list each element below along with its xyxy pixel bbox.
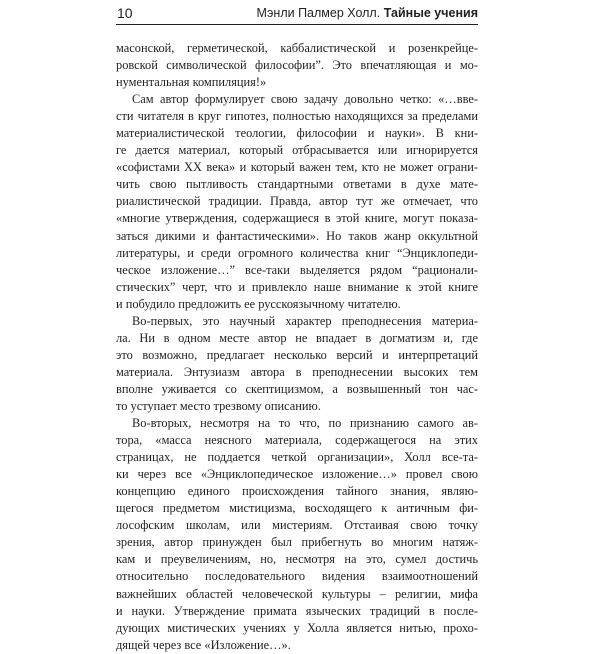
text-line: ла. Ни в одном месте автор не впадает в догматизм и, где (116, 330, 478, 345)
text-line: риалистической традиции. Правда, автор тут же отмечает, что (116, 194, 478, 209)
text-line: и побудило предложить ее русскоязычному читателю. (116, 296, 401, 311)
text-line: относительно последовательного видения взаимоотношений (116, 569, 478, 584)
text-line: зрения, автор принужден был прибегнуть во многим натяж- (116, 535, 478, 550)
text-line: страницах, не поддается четкой организации», Холл все-та- (116, 450, 478, 465)
paragraph (116, 91, 478, 313)
text-line: и науки. Утверждение примата языческих традиций в после- (116, 603, 478, 618)
header-book-title: Тайные учения (383, 6, 478, 20)
header-rule (116, 24, 478, 25)
text-line: тора, «масса неясного материала, содержащегося на этих (116, 433, 478, 448)
text-line: ческое изложение…” все-таки выделяется рядом “рационали- (116, 262, 478, 277)
text-line: материалистической теологии, философии и науки». В кни- (116, 126, 478, 141)
text-line: ки через все «Энциклопедическое изложение…» провел свою (116, 467, 478, 482)
text-line: ге дается материал, который отбрасывается или игнорируется (116, 143, 478, 158)
running-head (116, 4, 478, 22)
text-line: дящей через все «Изложение…». (116, 637, 291, 652)
text-line: «многие утверждения, содержащиеся в этой книге, могут показа- (116, 211, 478, 226)
text-line: Во-первых, это научный характер преподнесения материа- (132, 313, 478, 328)
body-text (116, 40, 478, 654)
text-line: заться дикими и фантастическими». Но таков жанр оккультной (116, 228, 478, 243)
text-line: ровской символической философии”. Это впечатляющая и мо- (116, 58, 478, 73)
text-line: сти читателя в круг гипотез, полностью находящихся за пределами (116, 109, 478, 124)
text-line: Во-вторых, несмотря на то что, по признанию самого ав- (132, 416, 478, 431)
text-line: масонской, герметической, каббалистической и розенкрейце- (116, 41, 478, 55)
paragraph (116, 415, 478, 654)
text-line: щегося предметом мистицизма, восходящего к античным фи- (116, 501, 478, 516)
book-page (116, 0, 482, 652)
text-line: лософским школам, или мистериям. Отстаивая свою точку (116, 518, 478, 533)
text-line: литературы, и среди огромного количества книг “Энциклопеди- (116, 245, 478, 260)
text-line: Сам автор формулирует свою задачу довольно четко: «…вве- (132, 92, 478, 107)
text-line: «софистами ХХ века» и который важен тем, кто не может ограни- (116, 160, 478, 175)
page-number: 10 (117, 5, 133, 21)
text-line: чить свою пытливость стандартными ответами в духе мате- (116, 177, 478, 192)
paragraph (116, 40, 478, 91)
text-line: кам и преувеличениям, но, несмотря на это, сумел достичь (116, 552, 478, 567)
text-line: дующих мистических учениях у Холла является нитью, прохо- (116, 620, 478, 635)
text-line: нументальная компиляция!» (116, 75, 267, 90)
paragraph (116, 313, 478, 415)
text-line: это возможно, предлагает несколько версий и интерпретаций (116, 347, 478, 362)
running-title (256, 4, 478, 22)
text-line: то уступает место трезвому описанию. (116, 398, 321, 413)
text-line: концепцию единого происхождения тайного знания, являю- (116, 484, 478, 499)
header-author: Мэнли Палмер Холл. (256, 6, 381, 20)
text-line: вполне уживается со скептицизмом, а возвышенный тон час- (116, 381, 478, 396)
text-line: важнейших областей человеческой культуры – религии, мифа (116, 586, 478, 601)
text-line: материала. Энтузиазм автора в преподнесении высоких тем (116, 364, 478, 379)
text-line: стических” черт, что и привлекло наше внимание к этой книге (116, 279, 478, 294)
